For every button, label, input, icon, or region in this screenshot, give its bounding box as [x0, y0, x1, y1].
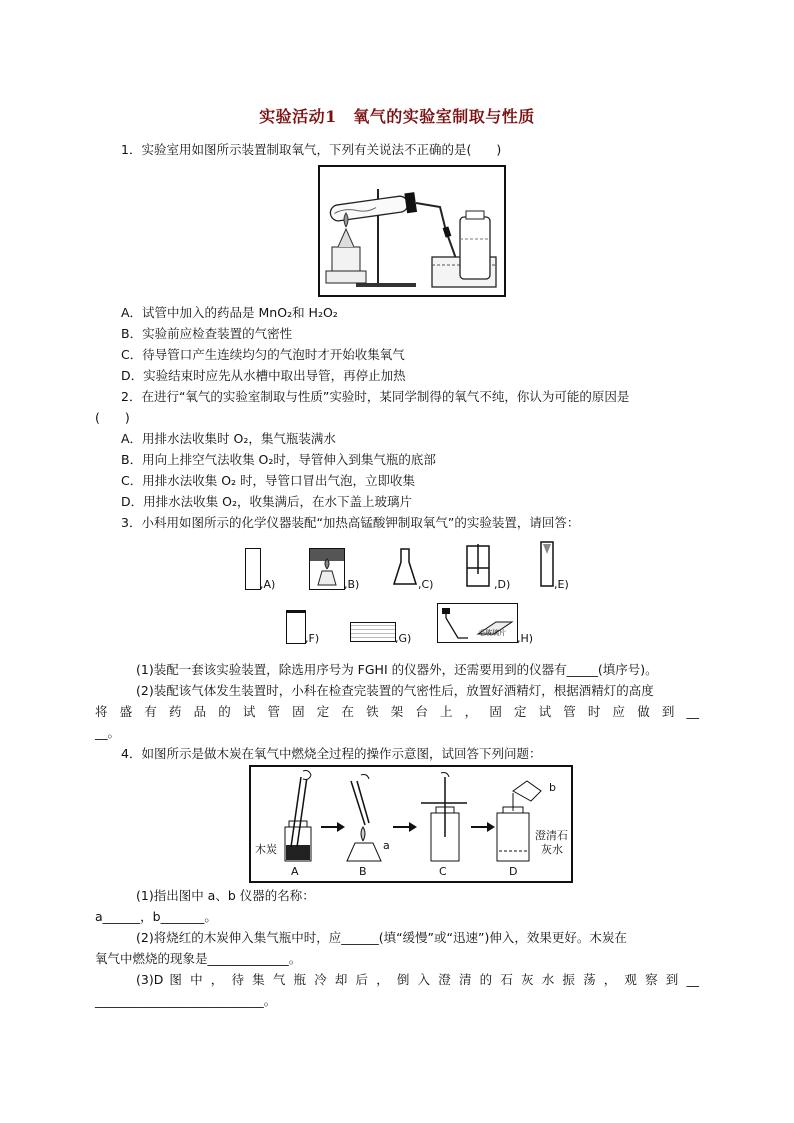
q4-sub3: (3)D 图 中 ， 待 集 气 瓶 冷 却 后 ， 倒 入 澄 清 的 石 灰 水 振 荡 ， 观 察 到 __ [136, 972, 699, 987]
alcohol-lamp-icon [310, 549, 344, 589]
q4-stem: 4．如图所示是做木炭在氧气中燃烧全过程的操作示意图，试回答下列问题： [121, 746, 542, 761]
label-a: a [383, 839, 390, 852]
label-charcoal: 木炭 [255, 843, 277, 856]
q1-apparatus-drawing [320, 167, 504, 295]
q1-option-d: D．实验结束时应先从水槽中取出导管，再停止加热 [121, 368, 406, 383]
test-tube-with-stopper-icon [463, 544, 493, 588]
q4-sub3-cont: ___________________________。 [95, 993, 277, 1008]
instrument-d [463, 544, 493, 588]
instrument-e-label: ,E) [554, 578, 569, 591]
q3-stem: 3．小科用如图所示的化学仪器装配“加热高锰酸钾制取氧气”的实验装置，请回答： [121, 515, 580, 530]
q1-option-b: B．实验前应检查装置的气密性 [121, 326, 293, 341]
q1-apparatus-figure [318, 165, 506, 297]
q3-sub2-cont: 将 盛 有 药 品 的 试 管 固 定 在 铁 架 台 上 ， 固 定 试 管 时 应 做 到 __ [95, 704, 699, 719]
q4-sub1: (1)指出图中 a、b 仪器的名称： [136, 888, 315, 903]
instrument-a-label: ,A) [260, 578, 276, 591]
q4-sub2-cont: 氧气中燃烧的现象是_____________。 [95, 951, 302, 966]
step-d-label: D [509, 865, 518, 878]
q1-option-c: C．待导管口产生连续均匀的气泡时才开始收集氧气 [121, 347, 405, 362]
q4-charcoal-combustion-figure [249, 765, 573, 883]
instrument-g-label: ,G) [395, 632, 412, 645]
instrument-c-label: ,C) [418, 578, 434, 591]
q2-option-a: A．用排水法收集时 O₂，集气瓶装满水 [121, 431, 336, 446]
q2-stem: 2．在进行“氧气的实验室制取与性质”实验时，某同学制得的氧气不纯，你认为可能的原因是 [121, 389, 630, 404]
step-c-label: C [439, 865, 447, 878]
label-b: b [549, 781, 556, 794]
instrument-c [393, 548, 417, 586]
q1-option-a: A．试管中加入的药品是 MnO₂和 H₂O₂ [121, 305, 338, 320]
instrument-g [350, 622, 396, 642]
page-title: 实验活动1 氧气的实验室制取与性质 [259, 107, 535, 126]
q3-sub2-end: __。 [95, 725, 121, 740]
instrument-b [309, 548, 345, 590]
long-tube-icon [539, 540, 555, 588]
instrument-h-label: ,H) [517, 632, 534, 645]
instrument-h [437, 603, 518, 643]
instrument-h-caption: 毛玻璃片 [478, 629, 506, 637]
q2-option-c: C．用排水法收集 O₂ 时，导管口冒出气泡，立即收集 [121, 473, 416, 488]
instrument-f [286, 610, 306, 644]
step-a-label: A [291, 865, 299, 878]
q1-stem: 1．实验室用如图所示装置制取氧气，下列有关说法不正确的是( ) [121, 142, 502, 157]
instrument-e [539, 540, 555, 588]
step-b-label: B [359, 865, 367, 878]
instrument-f-label: ,F) [305, 632, 320, 645]
instrument-a [245, 548, 261, 590]
q2-option-d: D．用排水法收集 O₂，收集满后，在水下盖上玻璃片 [121, 494, 412, 509]
q4-sub1-answer: a______，b_______。 [95, 909, 217, 924]
q4-procedure-drawing [251, 767, 571, 881]
instrument-b-label: ,B) [344, 578, 360, 591]
label-limewater-line1: 澄清石 [535, 829, 568, 842]
flask-icon [393, 548, 417, 586]
q2-stem-cont: ( ) [95, 410, 130, 425]
label-limewater-line2: 灰水 [541, 843, 563, 856]
instrument-d-label: ,D) [494, 578, 511, 591]
q3-sub2: (2)装配该气体发生装置时，小科在检查完装置的气密性后，放置好酒精灯，根据酒精灯的高度 [136, 683, 654, 698]
q3-sub1: (1)装配一套该实验装置，除选用序号为 FGHI 的仪器外，还需要用到的仪器有_____(填序号)。 [136, 662, 658, 677]
q4-sub2: (2)将烧红的木炭伸入集气瓶中时，应______(填“缓慢”或“迅速”)伸入，效果更好。木炭在 [136, 930, 627, 945]
q2-option-b: B．用向上排空气法收集 O₂时，导管伸入到集气瓶的底部 [121, 452, 436, 467]
